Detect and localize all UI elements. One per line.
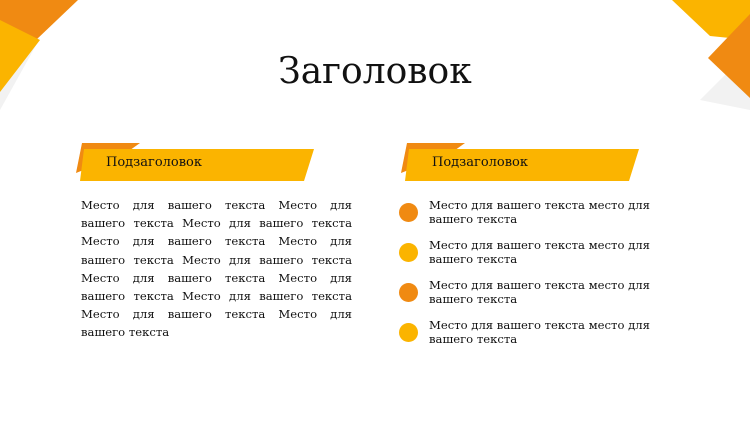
bullet-text: Место для вашего текста место для вашего текста <box>429 318 650 346</box>
bullet-text: Место для вашего текста место для вашего текста <box>429 238 650 266</box>
bullet-dot <box>399 243 418 262</box>
bullet-text: Место для вашего текста место для вашего текста <box>429 278 650 306</box>
list-item <box>398 198 698 238</box>
subtitle-left: Подзаголовок <box>106 155 203 170</box>
bullet-dot <box>399 283 418 302</box>
bullet-text: Место для вашего текста место для вашего текста <box>429 198 650 226</box>
list-item <box>398 238 698 278</box>
body-paragraph: Место для вашего текста Место для вашего текста Место для вашего текста Место для вашего текста Место для вашего текста Место для вашего текста Место для вашего текста Место для вашего текста Место для вашего текста Место для вашего текста Место для вашего текста <box>81 198 352 340</box>
subtitle-banner-left <box>76 143 316 183</box>
page-title: Заголовок <box>278 51 472 92</box>
list-item <box>398 278 698 318</box>
subtitle-right: Подзаголовок <box>432 155 529 170</box>
bullet-dot <box>399 203 418 222</box>
bullet-dot <box>399 323 418 342</box>
subtitle-banner-right <box>401 143 641 183</box>
list-item <box>398 318 698 358</box>
bullet-list <box>398 198 698 358</box>
